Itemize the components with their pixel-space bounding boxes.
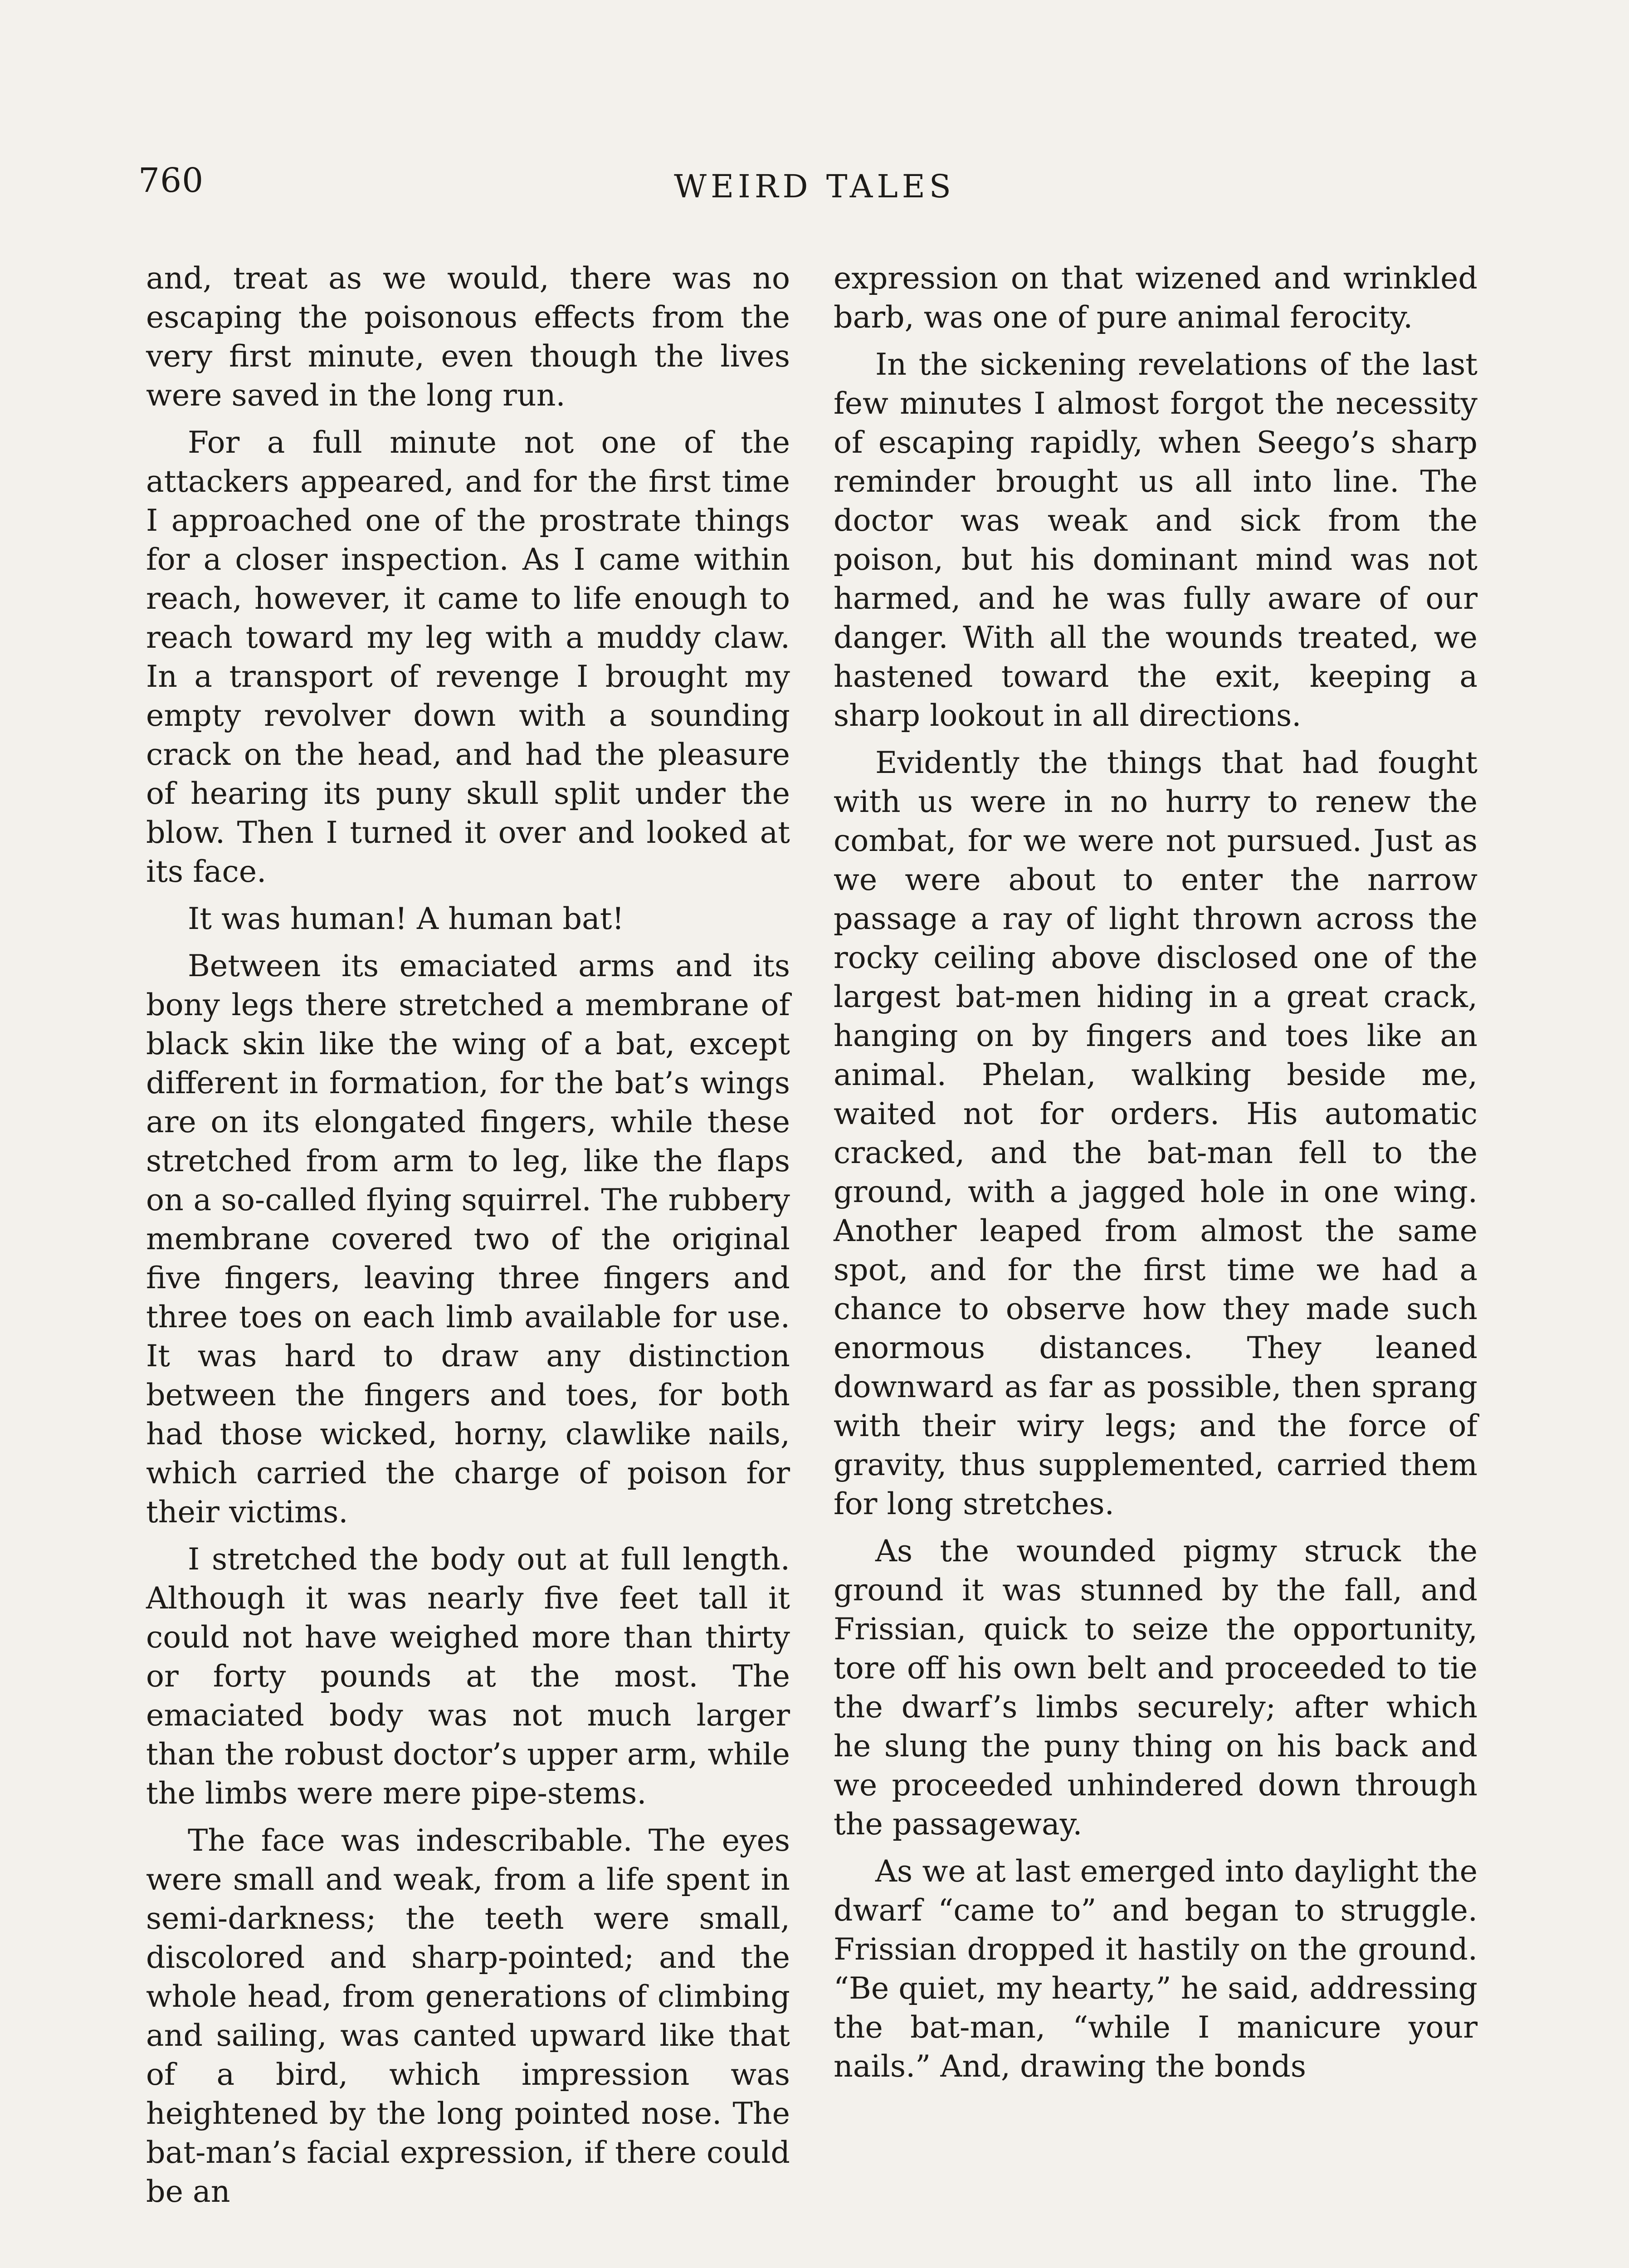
left-paragraph-4: Between its emaciated arms and its bony legs there stretched a membrane of black skin like the wing of a bat, except different in formation, for the bat’s wings are on its elongated fingers, while these stretched from arm to leg, like the flaps on a so-called flying squirrel. The rubbery membrane covered two of the original five fingers, leaving three fingers and three toes on each limb available for use. It was hard to draw any distinction between the fingers and toes, for both had those wicked, horny, clawlike nails, which carried the charge of poison for their victims. [146,948,790,1530]
right-paragraph-5: As we at last emerged into daylight the dwarf “came to” and began to struggle. Frissian dropped it hastily on the ground. “Be quiet, my hearty,” he said, addressing the bat-man, “while I manicure your nails.” And, drawing the bonds [834,1853,1478,2084]
running-head: WEIRD TALES [674,168,955,205]
right-paragraph-4: As the wounded pigmy struck the ground it was stunned by the fall, and Frissian, quick to seize the opportunity, tore off his own belt and proceeded to tie the dwarf’s limbs securely; after which he slung the puny thing on his back and we proceeded unhindered down through the passageway. [834,1533,1478,1842]
left-paragraph-6: The face was indescribable. The eyes were small and weak, from a life spent in semi-darkness; the teeth were small, discolored and sharp-pointed; and the whole head, from generations of climbing and sailing, was canted upward like that of a bird, which impression was heightened by the long pointed nose. The bat-man’s facial expression, if there could be an [146,1823,790,2209]
left-paragraph-1: and, treat as we would, there was no escaping the poisonous effects from the very first minute, even though the lives were saved in the long run. [146,260,790,413]
left-paragraph-2: For a full minute not one of the attackers appeared, and for the first time I approached one of the prostrate things for a closer inspection. As I came within reach, however, it came to life enough to reach toward my leg with a muddy claw. In a transport of revenge I brought my empty revolver down with a sounding crack on the head, and had the pleasure of hearing its puny skull split under the blow. Then I turned it over and looked at its face. [146,425,790,889]
right-paragraph-3: Evidently the things that had fought with us were in no hurry to renew the combat, for we were not pursued. Just as we were about to enter the narrow passage a ray of light thrown across the rocky ceiling above disclosed one of the largest bat-men hiding in a great crack, hanging on by fingers and toes like an animal. Phelan, walking beside me, waited not for orders. His automatic cracked, and the bat-man fell to the ground, with a jagged hole in one wing. Another leaped from almost the same spot, and for the first time we had a chance to observe how they made such enormous distances. They leaned downward as far as possible, then sprang with their wiry legs; and the force of gravity, thus supplemented, carried them for long stretches. [834,745,1478,1521]
left-paragraph-3: It was human! A human bat! [188,901,624,936]
right-paragraph-2: In the sickening revelations of the last few minutes I almost forgot the necessity of escaping rapidly, when Seego’s sharp reminder brought us all into line. The doctor was weak and sick from the poison, but his dominant mind was not harmed, and he was fully aware of our danger. With all the wounds treated, we hastened toward the exit, keeping a sharp lookout in all directions. [834,347,1478,733]
right-column [834,259,1478,2094]
left-paragraph-5: I stretched the body out at full length. Although it was nearly five feet tall it could not have weighed more than thirty or forty pounds at the most. The emaciated body was not much larger than the robust doctor’s upper arm, while the limbs were mere pipe-stems. [146,1541,790,1811]
right-paragraph-1: expression on that wizened and wrinkled barb, was one of pure animal ferocity. [834,260,1478,335]
left-column [146,259,790,2219]
page-number: 760 [138,161,204,200]
